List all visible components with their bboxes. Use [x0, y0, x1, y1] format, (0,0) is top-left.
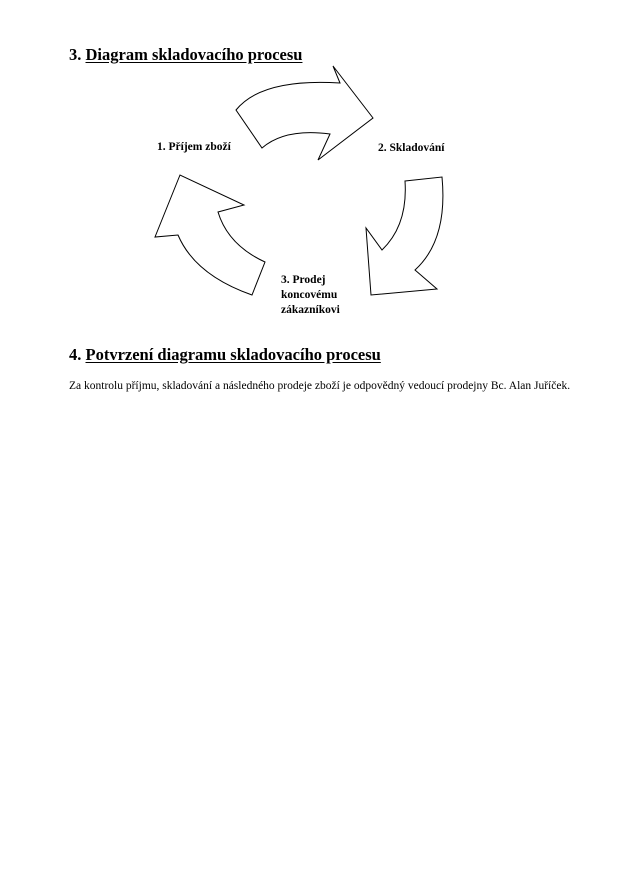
section-3-number: 3. [69, 45, 82, 64]
diagram-step-storage: 2. Skladování [378, 142, 445, 154]
section-4-heading [69, 347, 381, 364]
diagram-step-sale [281, 273, 340, 318]
diagram-step-sale-line: zákazníkovi [281, 304, 340, 316]
arrow-receipt-to-storage [236, 66, 373, 160]
section-3-title: Diagram skladovacího procesu [85, 45, 303, 64]
diagram-step-receipt: 1. Příjem zboží [157, 141, 231, 153]
arrow-sale-to-receipt [155, 175, 265, 295]
section-4-title: Potvrzení diagramu skladovacího procesu [85, 345, 381, 364]
responsibility-paragraph: Za kontrolu příjmu, skladování a následného prodeje zboží je odpovědný vedoucí prodejny Bc. Alan Juříček. [69, 380, 571, 392]
diagram-step-sale-line: 3. Prodej [281, 274, 326, 286]
arrow-storage-to-sale [366, 177, 443, 295]
section-4-number: 4. [69, 345, 82, 364]
diagram-step-sale-line: koncovému [281, 289, 338, 301]
